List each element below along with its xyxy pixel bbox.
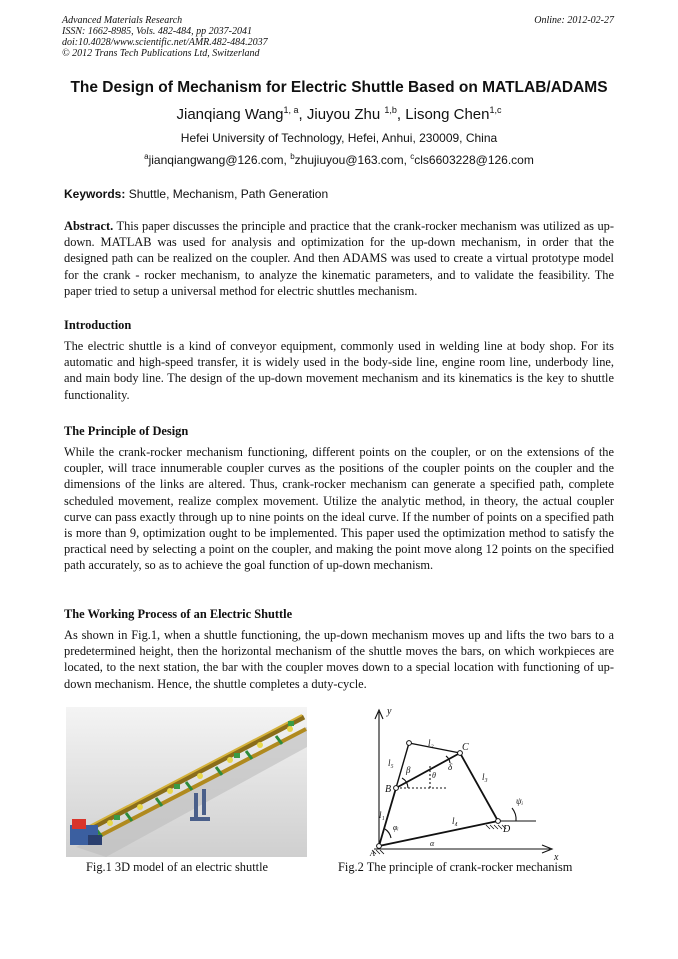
- joint-d: [496, 819, 501, 824]
- label-y: y: [387, 706, 392, 717]
- keywords-text: Shuttle, Mechanism, Path Generation: [128, 187, 329, 201]
- angle-phi-arc: [385, 829, 391, 838]
- label-b: B: [385, 784, 392, 795]
- figure-2-mechanism-diagram: [366, 706, 562, 864]
- label-phi: φᵢ: [393, 823, 399, 832]
- issn-line: ISSN: 1662-8985, Vols. 482-484, pp 2037-2041: [62, 26, 252, 37]
- link-l3: [460, 753, 498, 821]
- section-heading-working-process: The Working Process of an Electric Shuttle: [64, 607, 293, 621]
- author-name: Jiuyou Zhu: [306, 106, 381, 123]
- label-delta: δ: [448, 762, 453, 772]
- affiliation: Hefei University of Technology, Hefei, Anhui, 230009, China: [180, 131, 498, 145]
- label-l4: l₄: [452, 816, 458, 826]
- label-l2: l₂: [428, 738, 434, 748]
- email-address: cls6603228@126.com: [414, 153, 534, 167]
- email-sup: c: [410, 152, 415, 161]
- abstract: [64, 218, 614, 299]
- label-beta: β: [406, 765, 411, 775]
- copyright-line: © 2012 Trans Tech Publications Ltd, Switzerland: [62, 48, 260, 59]
- email-address: zhujiuyou@163.com: [294, 153, 404, 167]
- paper-title: The Design of Mechanism for Electric Shuttle Based on MATLAB/ADAMS: [70, 79, 608, 96]
- link-l2-upper: [409, 743, 460, 753]
- label-x: x: [554, 852, 559, 863]
- section-body-introduction: The electric shuttle is a kind of conveyor equipment, commonly used in welding line at body shop. For its automatic and high-speed transfer, it is widely used in the body-side line, engine room line, underbody line, and main body line. The design of the up-down movement mechanism and its kinematics is the key to shuttle functionality.: [64, 339, 614, 402]
- abstract-text: This paper discusses the principle and practice that the crank-rocker mechanism was utilized as up-down. MATLAB was used for analysis and optimization for the up-down mechanism, in order that the designed path can be realized on the coupler. And then ADAMS was used to create a virtual prototype model for the crank - rocker mechanism, to analyze the kinematic parameters, and to validate the feasibility. The paper tried to setup a universal method for electric shuttles mechanism.: [64, 219, 614, 298]
- figure-1-shuttle-model: [66, 707, 307, 857]
- section-body-principle: While the crank-rocker mechanism functioning, different points on the coupler, or on the extensions of the coupler, will trace innumerable coupler curves as the positions of the coupler points on the coupler and the dimensions of the links are altered. Thus, crank-rocker mechanism can generate a specified path, complete scheduled movement, realize complex movement. Utilize the analytic method, in theory, the actual coupler curve can pass exactly through up to nine points on the ideal curve. If the number of points on a specified path is more than 9, optimization ought to be implemented. This paper used the optimization method to satisfy the practical need by selecting a point on the coupler, and making the point move along 12 points on the specified path accurately, so as to achieve the goal function of up-down mechanism.: [64, 445, 614, 573]
- keywords: [64, 187, 328, 201]
- section-heading-introduction: Introduction: [64, 318, 132, 332]
- label-l1: l₁: [379, 810, 385, 820]
- author-name: Lisong Chen: [405, 106, 490, 123]
- abstract-label: Abstract.: [64, 219, 114, 233]
- angle-psi-arc: [512, 808, 516, 821]
- label-c: C: [462, 742, 469, 753]
- journal-name: Advanced Materials Research: [62, 15, 183, 26]
- doi-line: doi:10.4028/www.scientific.net/AMR.482-484.2037: [62, 37, 268, 48]
- online-date: Online: 2012-02-27: [534, 15, 614, 26]
- email-address: jianqiangwang@126.com: [148, 153, 284, 167]
- joint-a: [377, 844, 382, 849]
- author-sup: 1,c: [489, 105, 502, 115]
- keywords-label: Keywords:: [64, 187, 126, 201]
- author-sup: 1,b: [384, 105, 397, 115]
- author-name: Jianqiang Wang: [176, 106, 284, 123]
- label-a: A: [370, 849, 375, 858]
- label-psi: ψᵢ: [516, 796, 524, 806]
- figure-1-caption: Fig.1 3D model of an electric shuttle: [86, 860, 269, 874]
- label-l5: l₅: [388, 758, 394, 768]
- section-body-working-process: As shown in Fig.1, when a shuttle functioning, the up-down mechanism moves up and lifts the two bars to a predetermined height, then the horizontal mechanism of the shuttle moves the bars, on which workpieces are located, to the next station, the bar with the coupler moves down to a special location with functioning of up-down mechanism. Hence, the shuttle completes a duty-cycle.: [64, 628, 614, 691]
- author-sup: 1, a: [283, 105, 299, 115]
- section-heading-principle: The Principle of Design: [64, 424, 189, 438]
- label-alpha: α: [430, 839, 435, 848]
- joint-coupler-point: [407, 741, 412, 746]
- label-d: D: [503, 824, 511, 835]
- label-l3: l₃: [482, 772, 488, 782]
- author-list: Jianqiang Wang$^{1, a}$, Jiuyou Zhu $^{1,b}$, Lisong Chen$^{1,c}$: [176, 105, 502, 123]
- joint-b: [394, 786, 399, 791]
- journal-header: [62, 15, 268, 59]
- figure-2-caption: Fig.2 The principle of crank-rocker mechanism: [338, 860, 573, 874]
- email-sup: b: [290, 152, 295, 161]
- email-list: $^a$jianqiangwang@126.com, $^b$zhujiuyou@163.com, $^c$cls6603228@126.com: [144, 152, 534, 167]
- label-theta: θ: [432, 771, 436, 780]
- email-sup: a: [144, 152, 149, 161]
